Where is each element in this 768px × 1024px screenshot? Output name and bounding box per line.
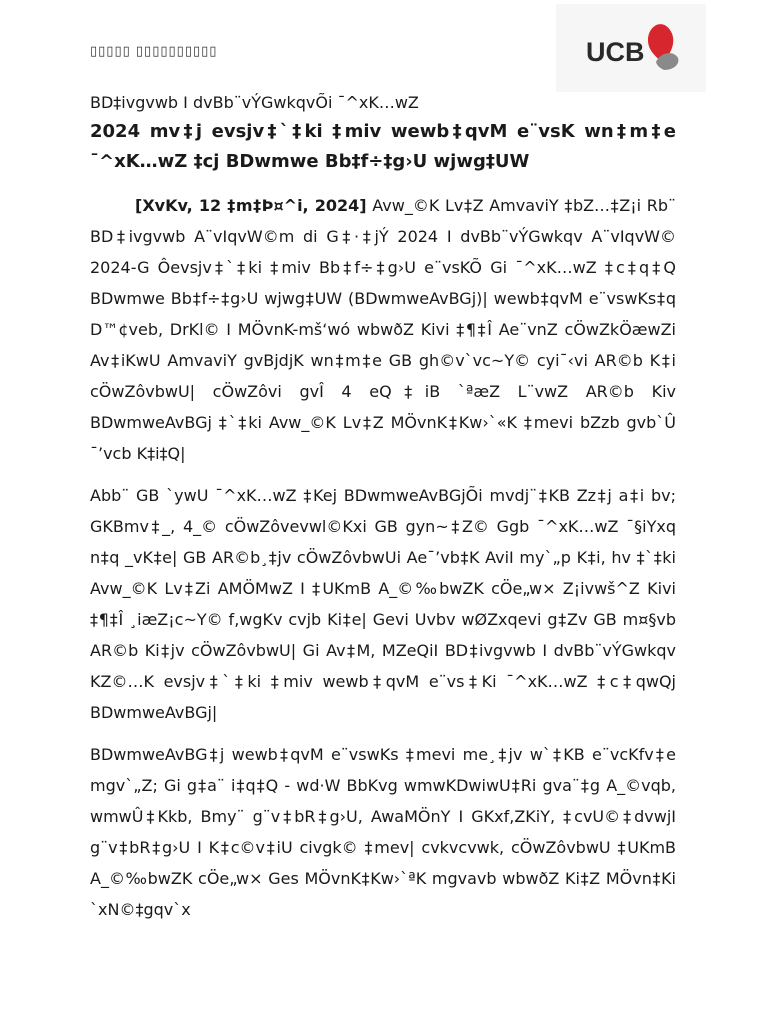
- article-headline: 2024 mv‡j evsjv‡`‡ki ‡miv wewb‡qvM e¨vsK wn‡m‡e ¯^xK…wZ ‡cj BDwmwe Bb‡f÷‡g›U wjwg‡UW: [90, 121, 676, 172]
- article-kicker: BD‡ivgvwb I dvBb¨vÝGwkqvÕi ¯^xK…wZ: [90, 93, 419, 112]
- article-dateline: [XvKv, 12 ‡m‡Þ¤^i, 2024]: [135, 196, 367, 215]
- logo-text: UCB: [586, 37, 645, 67]
- article-paragraph-2: Abb¨ GB `ywU ¯^xK…wZ ‡Kej BDwmweAvBGjÕi mvdj¨‡KB Zz‡j a‡i bv; GKBmv‡_, 4_© cÖwZôvevwl©Kxi GB gyn~‡Z© Ggb ¯^xK…wZ ¯§iYxq n‡q _vK‡e| GB AR©b¸‡jv cÖwZôvbwUi Ae¯’vb‡K AviI my`„p K‡i, hv ‡`‡ki Avw_©K Lv‡Zi AMÖMwZ I ‡UKmB A_©‰bwZK cÖe„w× Z¡ivwš^Z Kivi ‡¶‡Î ¸iæZ¡c~Y© f‚wgKv cvjb Ki‡e| Gevi Uvbv wØZxqevi g‡Zv GB m¤§vb AR©b Ki‡jv cÖwZôvbwU| Gi Av‡M, MZeQiI BD‡ivgvwb I dvBb¨vÝGwkqv KZ©…K evsjv‡`‡ki ‡miv wewb‡qvM e¨vs‡Ki ¯^xK…wZ ‡c‡qwQj BDwmweAvBGj|: [90, 486, 676, 722]
- article-paragraph-1: [90, 190, 676, 469]
- ucb-logo: [556, 4, 706, 92]
- header-label: ▯▯▯▯▯ ▯▯▯▯▯▯▯▯▯▯: [90, 44, 218, 59]
- article-paragraph-1-text: Avw_©K Lv‡Z AmvaviY ‡bZ…‡Z¡i Rb¨ BD‡ivgvwb A¨vIqvW©m di G‡·‡jÝ 2024 I dvBb¨vÝGwkqv A¨vIqvW© 2024-G Ôevsjv‡`‡ki ‡miv Bb‡f÷‡g›U e¨vsKÕ Gi ¯^xK…wZ ‡c‡q‡Q BDwmwe Bb‡f÷‡g›U wjwg‡UW (BDwmweAvBGj)| wewb‡qvM e¨vswKs‡q D™¢veb, DrKl© I MÖvnK-mš‘wó wbwðZ Kivi ‡¶‡Î Ae¨vnZ cÖwZkÖæwZi Av‡iKwU AmvaviY gvBjdjK wn‡m‡e GB gh©v`vc~Y© cyi¯‹vi AR©b K‡i cÖwZôvbwU| cÖwZôvi gvÎ 4 eQ‡iB `ªæZ L¨vwZ AR©b Kiv BDwmweAvBGj ‡`‡ki Avw_©K Lv‡Z MÖvnK‡Kw›`«K ‡mevi bZzb gvb`Û ¯’vcb K‡i‡Q|: [90, 196, 676, 463]
- ucb-logo-mark: [556, 4, 706, 92]
- article-paragraph-3: BDwmweAvBG‡j wewb‡qvM e¨vswKs ‡mevi me¸‡jv w`‡KB e¨vcKfv‡e mgv`„Z; Gi g‡a¨ i‡q‡Q - wd·W BbKvg wmwKDwiwU‡Ri gva¨‡g A_©vqb, wmwÛ‡Kkb, Bmy¨ g¨v‡bR‡g›U, AwaMÖnY I GKxf,ZKiY, ‡cvU©‡dvwjI g¨v‡bR‡g›U I K‡c©v‡iU civgk© ‡mev| cvkvcvwk, cÖwZôvbwU ‡UKmB A_©‰bwZK cÖe„w× Ges MÖvnK‡Kw›`ªK mgvavb wbwðZ Ki‡Z MÖvn‡Ki `xN©‡gqv`x: [90, 745, 676, 919]
- article: [90, 92, 676, 936]
